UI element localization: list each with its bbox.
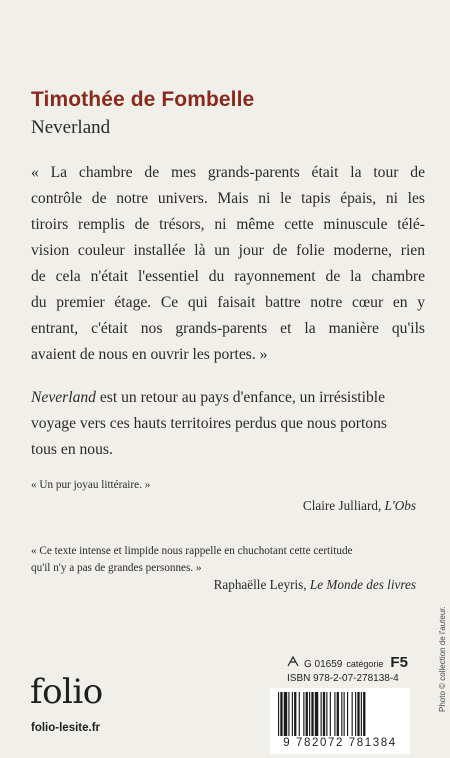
price-category: F5 <box>390 654 408 671</box>
barcode-bar <box>321 692 322 736</box>
gallimard-mark-icon <box>287 656 300 667</box>
barcode-bar <box>357 692 359 736</box>
blurb-text: est un retour au pays d'enfance, un irrésistible <box>95 389 386 406</box>
category-label: catégorie <box>346 659 384 669</box>
barcode-bar <box>278 692 279 736</box>
review-author: Claire Julliard, <box>302 498 385 513</box>
quote-line: du premier étage. Ce qui faisait battre notre cœur en y <box>31 294 425 311</box>
barcode-bar <box>280 692 282 736</box>
barcode-bar <box>355 692 356 736</box>
review-quote: « Un pur joyau littéraire. » <box>31 479 151 491</box>
quote-line: vision couleur installée là un jour de folie moderne, rien <box>31 242 425 259</box>
barcode-bar <box>288 692 289 736</box>
blurb-line: tous en nous. <box>31 441 113 458</box>
quote-line: de cela n'était l'essentiel du rayonnement de la chambre <box>31 268 425 285</box>
excerpt-quote <box>31 160 425 368</box>
barcode-bar <box>341 692 342 736</box>
review-author: Raphaëlle Leyris, <box>213 577 310 592</box>
barcode-bar <box>361 692 362 736</box>
blurb-title: Neverland <box>31 389 96 406</box>
barcode-bar <box>334 692 335 736</box>
barcode-bar <box>347 692 348 736</box>
barcode-bar <box>311 692 313 736</box>
book-title: Neverland <box>31 117 111 138</box>
barcode-bar <box>284 692 287 736</box>
barcode-icon <box>278 692 402 736</box>
barcode <box>270 688 410 754</box>
review-line: « Ce texte intense et limpide nous rappelle en chuchotant cette certitude <box>31 545 353 557</box>
review-source: Le Monde des livres <box>309 577 416 592</box>
barcode-bar <box>309 692 310 736</box>
barcode-bar <box>352 692 353 736</box>
barcode-bar <box>292 692 293 736</box>
barcode-bar <box>299 692 300 736</box>
quote-line: « La chambre de mes grands-parents était la tour de <box>31 164 425 181</box>
barcode-bar <box>306 692 308 736</box>
photo-credit: Photo © collection de l'auteur. <box>438 606 447 712</box>
barcode-digits: 9 782072 781384 <box>283 737 397 749</box>
author-name: Timothée de Fombelle <box>31 88 255 111</box>
review-attribution <box>214 577 416 593</box>
quote-line: entrant, c'était nos grands-parents et la manière qu'ils <box>31 320 425 337</box>
review-source: L'Obs <box>384 498 416 513</box>
blurb-line <box>31 385 425 411</box>
review-quote <box>31 543 425 577</box>
folio-logo: folio <box>30 672 103 712</box>
quote-line: avaient de nous en ouvrir les portes. » <box>31 346 268 363</box>
barcode-bar <box>344 692 345 736</box>
review-line: qu'il n'y a pas de grandes personnes. » <box>31 562 202 574</box>
barcode-bar <box>294 692 296 736</box>
isbn: ISBN 978-2-07-278138-4 <box>287 673 399 684</box>
publisher-website: folio-lesite.fr <box>31 722 101 734</box>
catalog-number: G 01659 <box>304 659 343 670</box>
barcode-bar <box>330 692 331 736</box>
barcode-bar <box>337 692 339 736</box>
blurb-line: voyage vers ces hauts territoires perdus que nous portons <box>31 415 387 432</box>
barcode-bar <box>326 692 327 736</box>
barcode-bar <box>323 692 325 736</box>
barcode-bar <box>303 692 304 736</box>
quote-line: tiroirs remplis de trésors, ni même cette minuscule télé- <box>31 216 425 233</box>
review-attribution <box>303 498 416 514</box>
catalog-code <box>287 654 408 671</box>
book-blurb <box>31 385 425 463</box>
barcode-bar <box>315 692 318 736</box>
barcode-bar <box>363 692 365 736</box>
quote-line: contrôle de notre univers. Mais ni le tapis épais, ni les <box>31 190 425 207</box>
